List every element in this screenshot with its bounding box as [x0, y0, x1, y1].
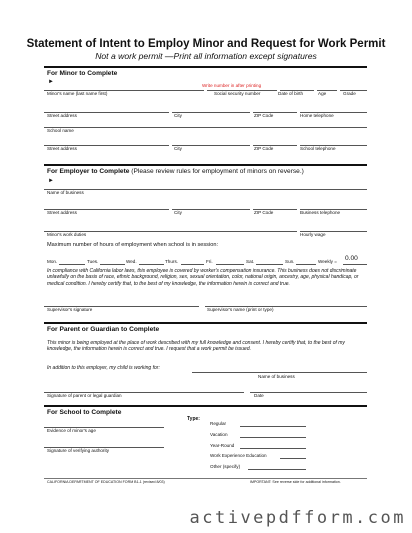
grade-label: Grade	[343, 91, 356, 96]
type-vacation-field[interactable]	[240, 437, 306, 438]
employer-heading-note: (Please review rules for employment of minors on reverse.)	[131, 168, 304, 175]
business-street-label: Street address	[47, 210, 77, 215]
school-street-label: Street address	[47, 146, 77, 151]
school-phone-label: School telephone	[300, 146, 336, 151]
verifying-authority-label: Signature of verifying authority	[47, 448, 110, 453]
minor-city-label: City	[174, 113, 182, 118]
day-wed-field[interactable]	[139, 264, 164, 265]
business-city-label: City	[174, 210, 182, 215]
other-business-field[interactable]	[192, 372, 367, 373]
school-city-field[interactable]	[172, 145, 250, 146]
footer-important-note: IMPORTANT: See reverse side for additional information.	[250, 480, 341, 484]
max-hours-label: Maximum number of hours of employment when school is in session:	[47, 242, 218, 248]
minor-name-label: Minor's name (last name first)	[47, 91, 108, 96]
parent-consent-statement: This minor is being employed at the place of work described with my full knowledge and consent. I hereby certify that, to the best of my knowledge, the information herein is correct and true. I request that a work permit be issued.	[47, 340, 345, 353]
compliance-statement: In compliance with California labor laws, this employee is covered by worker's compensation insurance. This business does not discriminate unlawfully on the basis of race, ethnic background, religion, sex, sexual orientation, color, national origin, ancestry, age, physical handicap, or medical condition. I hereby certify that, to the best of my knowledge, the information herein is correct and true.	[47, 268, 359, 287]
day-wed-label: Wed.	[126, 259, 137, 264]
business-name-field[interactable]	[44, 189, 367, 190]
parent-date-label: Date	[254, 393, 264, 398]
section-divider-parent	[44, 322, 367, 324]
write-number-note: Write number in after printing	[202, 83, 262, 88]
watermark	[0, 508, 412, 528]
weekly-total-label: Weekly =	[318, 259, 337, 264]
weekly-total-field[interactable]	[343, 264, 367, 265]
school-name-field[interactable]	[44, 127, 367, 128]
employer-heading-text: For Employer to Complete	[47, 168, 130, 175]
permit-type-label: Type:	[187, 416, 200, 422]
evidence-of-age-label: Evidence of minor's age	[47, 428, 96, 433]
school-section-heading: For School to Complete	[47, 409, 122, 416]
footer-form-id: CALIFORNIA DEPARTMENT OF EDUCATION FORM B1-1 (revised 8/03)	[47, 480, 165, 484]
day-fri-field[interactable]	[216, 264, 244, 265]
form-title: Statement of Intent to Employ Minor and Request for Work Permit	[26, 38, 386, 50]
home-phone-label: Home telephone	[300, 113, 334, 118]
day-sun-field[interactable]	[296, 264, 316, 265]
parent-section-heading: For Parent or Guardian to Complete	[47, 326, 160, 333]
type-regular-field[interactable]	[240, 426, 306, 427]
arrow-marker-icon: ►	[48, 79, 54, 85]
day-thurs-label: Thurs.	[165, 259, 179, 264]
work-duties-label: Minor's work duties	[47, 232, 87, 237]
type-work-experience-field[interactable]	[280, 458, 306, 459]
day-fri-label: Fri.	[206, 259, 213, 264]
day-tues-label: Tues.	[87, 259, 99, 264]
form-subtitle: Not a work permit —Print all information except signatures	[95, 51, 317, 61]
footer-rule	[44, 478, 367, 479]
type-other-label: Other (specify)	[210, 464, 241, 469]
day-sat-label: Sat.	[246, 259, 255, 264]
school-zip-label: ZIP Code	[254, 146, 274, 151]
watermark-text: activepdfform.com	[189, 508, 406, 528]
day-mon-field[interactable]	[59, 264, 85, 265]
business-city-field[interactable]	[172, 209, 250, 210]
section-divider-minor	[44, 66, 367, 68]
type-work-experience-label: Work Experience Education	[210, 453, 267, 458]
business-phone-label: Business telephone	[300, 210, 341, 215]
day-sun-label: Sun.	[285, 259, 295, 264]
supervisor-signature-label: Supervisor's signature	[47, 307, 93, 312]
age-label: Age	[318, 91, 327, 96]
other-business-label: Name of business	[258, 374, 295, 379]
business-zip-label: ZIP Code	[254, 210, 274, 215]
section-divider-school	[44, 405, 367, 407]
employer-section-heading	[47, 168, 304, 175]
business-name-label: Name of business	[47, 190, 84, 195]
type-year-round-field[interactable]	[240, 448, 306, 449]
type-vacation-label: Vacation	[210, 432, 228, 437]
dob-label: Date of birth	[278, 91, 304, 96]
minor-city-field[interactable]	[172, 112, 250, 113]
type-other-field[interactable]	[248, 469, 306, 470]
day-mon-label: Mon.	[47, 259, 58, 264]
section-divider-employer	[44, 164, 367, 166]
type-regular-label: Regular	[210, 421, 227, 426]
arrow-marker-icon: ►	[48, 178, 54, 184]
weekly-total-value: 0.00	[345, 255, 358, 262]
hourly-wage-label: Hourly wage	[300, 232, 326, 237]
minor-zip-label: ZIP Code	[254, 113, 274, 118]
parent-signature-label: Signature of parent or legal guardian	[47, 393, 122, 398]
type-year-round-label: Year-Round	[210, 443, 235, 448]
additional-employer-label: In addition to this employer, my child is working for:	[47, 365, 160, 371]
parent-date-field[interactable]	[250, 392, 367, 393]
school-name-label: School name	[47, 128, 74, 133]
minor-section-heading: For Minor to Complete	[47, 70, 118, 77]
school-city-label: City	[174, 146, 182, 151]
day-thurs-field[interactable]	[181, 264, 204, 265]
minor-street-label: Street address	[47, 113, 77, 118]
supervisor-name-label: Supervisor's name (print or type)	[207, 307, 274, 312]
day-sat-field[interactable]	[256, 264, 283, 265]
ssn-label: Social security number	[214, 91, 261, 96]
day-tues-field[interactable]	[100, 264, 125, 265]
